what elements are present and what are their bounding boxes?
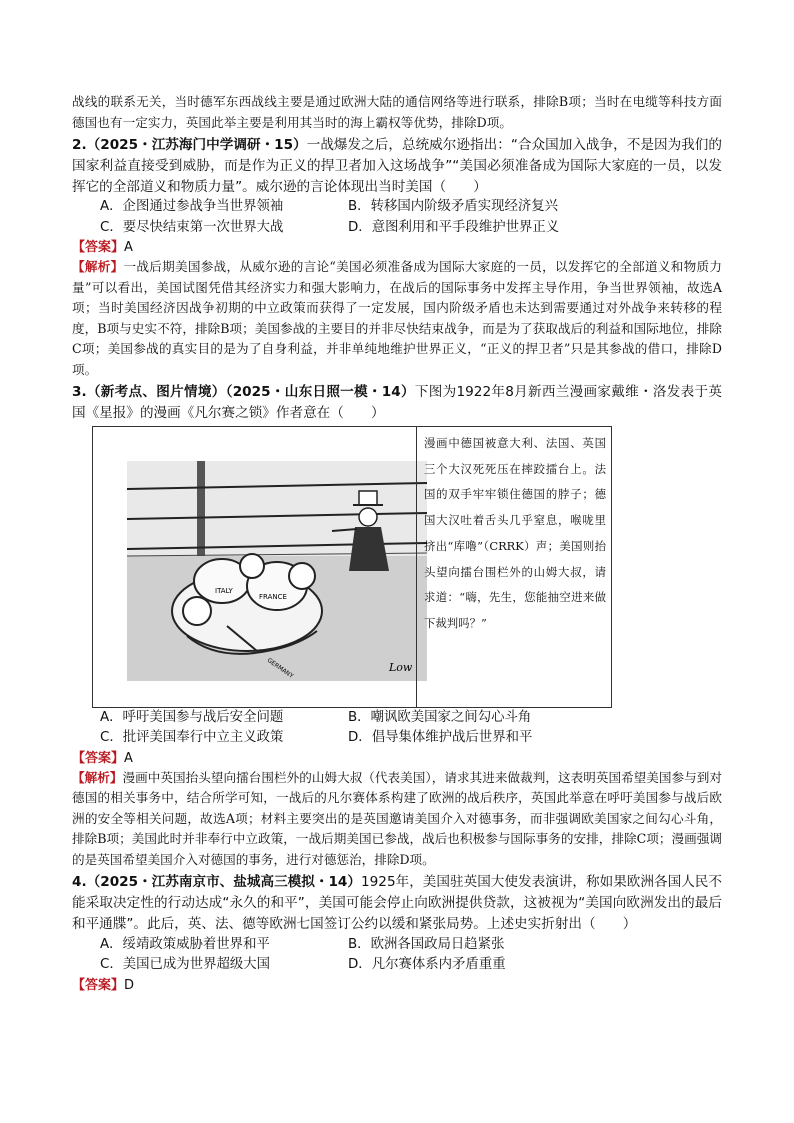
continued-explanation: 战线的联系无关，当时德军东西战线主要是通过欧洲大陆的通信网络等进行联系，排除B项；当时在电缆等科技方面德国也有一定实力，英国此举主要是利用其当时的海上霸权等优势，排除D项。 (72, 94, 722, 130)
answer-tag: 【答案】 (72, 750, 125, 766)
option-d: D．意图利用和平手段维护世界正义 (348, 219, 560, 235)
explanation-text: 漫画中英国抬头望向擂台围栏外的山姆大叔（代表美国），请求其进来做裁判，这表明英国希望美国参与到对德国的相关事务中，结合所学可知，一战后的凡尔赛体系构建了欧洲的战后秩序，英国此举意在呼吁美国参与战后欧洲的安全等相关问题，故选A项；材料主要突出的是英国邀请美国介入对德事务，而非强调欧美国家之间勾心斗角，排除B项；美国此时并非奉行中立政策，一战后期美国已参战，战后也积极参与国际事务的安排，排除C项；漫画强调的是英国希望美国介入对德国的事务，进行对德惩治，排除D项。 (72, 769, 723, 867)
question-2-stem (72, 135, 722, 197)
question-2-explanation (72, 257, 722, 380)
question-number: 4. (72, 874, 87, 891)
document-page (72, 92, 722, 995)
option-c: C．要尽快结束第一次世界大战 (100, 219, 284, 235)
question-text: 下图为1922年8月新西兰漫画家戴维・洛发表于英国《星报》的漫画《凡尔赛之锁》作者意在（ ） (72, 384, 723, 422)
explanation-text: 一战后期美国参战，从威尔逊的言论“美国必须准备成为国际大家庭的一员，以发挥它的全部道义和物质力量”可以看出，美国试图凭借其经济实力和强大影响力，在战后的国际事务中发挥主导作用，争当世界领袖，故选A项；当时美国经济因战争初期的中立政策而获得了一定发展，国内阶级矛盾也未达到需要通过对外战争来转移的程度，B项与史实不符，排除B项；美国参战的主要目的并非尽快结束战争，而是为了获取战后的利益和国际地位，排除C项；美国参战的真实目的是为了自身利益，并非单纯地维护世界正义，“正义的捍卫者”只是其参战的借口，排除D项。 (72, 259, 722, 377)
option-c: C．批评美国奉行中立主义政策 (100, 730, 284, 746)
ring-post (197, 461, 205, 571)
cartoon-label-italy: ITALY (215, 586, 233, 595)
figure-divider (416, 427, 417, 707)
question-source: （2025・江苏海门中学调研・15） (86, 137, 307, 153)
question-3 (72, 382, 722, 870)
question-4-stem (72, 872, 722, 934)
answer-tag: 【答案】 (72, 977, 125, 993)
question-4-answer (72, 976, 722, 995)
question-3-options (72, 708, 722, 749)
option-a: A．绥靖政策威胁着世界和平 (100, 936, 270, 952)
question-number: 3. (72, 384, 87, 401)
cartoon-figure (92, 426, 612, 708)
question-text: 1925年，美国驻英国大使发表演讲，称如果欧洲各国人民不能采取决定性的行动达成“永久的和平”，美国可能会停止向欧洲提供贷款，这被视为“美国向欧洲发出的最后和平通牒”。此后，英、法、德等欧洲七国签订公约以缓和紧张局势。上述史实折射出（ ） (72, 874, 722, 933)
question-text: 一战爆发之后，总统威尔逊指出：“合众国加入战争，不是因为我们的国家利益直接受到威胁，而是作为正义的捍卫者加入这场战争”“美国必须准备成为国际大家庭的一员，以发挥它的全部道义和物质力量”。威尔逊的言论体现出当时美国（ ） (72, 137, 722, 195)
question-source: （2025・江苏南京市、盐城高三模拟・14） (86, 874, 361, 891)
cartoonist-signature: Low (389, 660, 413, 674)
question-3-explanation (72, 768, 722, 871)
cartoon-label-france: FRANCE (259, 592, 287, 601)
question-2-answer (72, 238, 722, 257)
question-number: 2. (72, 137, 87, 153)
answer-value: A (124, 750, 133, 766)
question-source: （新考点、图片情境）（2025・山东日照一模・14） (86, 384, 415, 401)
answer-tag: 【答案】 (72, 240, 125, 256)
explanation-tag: 【解析】 (72, 769, 123, 785)
cartoon-image (127, 461, 427, 681)
answer-value: A (124, 240, 133, 256)
option-a: A．呼吁美国参与战后安全问题 (100, 709, 284, 725)
cartoon-caption: 漫画中德国被意大利、法国、英国三个大汉死死压在摔跤擂台上。法国的双手牢牢锁住德国的脖子；德国大汉吐着舌头几乎窒息，喉咙里挤出“库噜”（CRRK）声；美国则抬头望向擂台围栏外的山姆大叔，请求道：“嗨，先生，您能抽空进来做下裁判吗？” (424, 435, 606, 630)
question-4 (72, 872, 722, 994)
question-4-options (72, 935, 722, 976)
cartoon-label-germany: GERMANY (265, 656, 295, 680)
option-b: B．转移国内阶级矛盾实现经济复兴 (348, 199, 559, 215)
explanation-tag: 【解析】 (72, 259, 124, 275)
question-3-answer (72, 749, 722, 768)
question-3-stem (72, 382, 722, 424)
option-d: D．倡导集体维护战后世界和平 (348, 730, 533, 746)
question-2-options (72, 197, 722, 238)
answer-value: D (124, 977, 135, 993)
option-c: C．美国已成为世界超级大国 (100, 957, 271, 973)
question-2 (72, 135, 722, 380)
option-b: B．欧洲各国政局日趋紧张 (348, 936, 505, 952)
option-d: D．凡尔赛体系内矛盾重重 (348, 957, 506, 973)
option-a: A．企图通过参战争当世界领袖 (100, 199, 284, 215)
option-b: B．嘲讽欧美国家之间勾心斗角 (348, 709, 532, 725)
